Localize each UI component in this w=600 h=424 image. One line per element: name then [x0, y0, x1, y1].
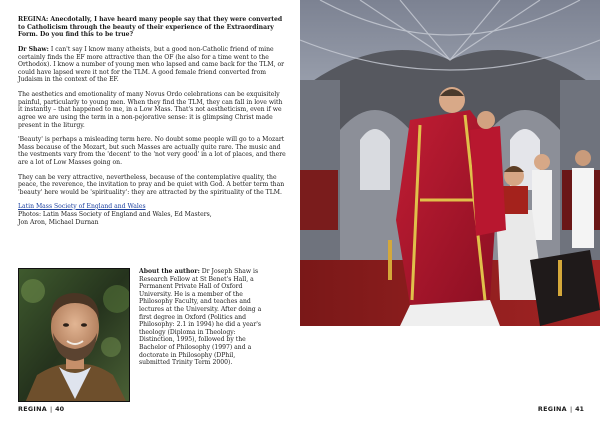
photo-credits [18, 211, 286, 226]
footer-right [538, 405, 584, 413]
author-portrait [18, 268, 130, 402]
footer-brand-right: REGINA [537, 405, 567, 413]
paragraph-2: The aesthetics and emotionality of many Novus Ordo celebrations can be exquisitely painful, particularly to young men. When they find the TLM, they can fall in love with it instantly – that happened to me, in a Low Mass. That's not aestheticism, even if we agree we are using the term in a non-pejorative sense: it is glimpsing Christ made present in the liturgy. [18, 91, 283, 129]
answer-lead: Dr Shaw: [18, 45, 49, 53]
article-body [18, 16, 286, 227]
footer-separator: | [50, 405, 53, 413]
credits-line-2: Jon Aron, Michael Durnan [18, 219, 99, 226]
about-author [139, 268, 264, 367]
footer-separator-right: | [569, 405, 573, 413]
about-lead: About the author: [139, 268, 200, 275]
footer-left [18, 405, 64, 413]
page-number-right: 41 [575, 405, 584, 413]
mass-photo [300, 0, 600, 326]
portrait-image [19, 269, 130, 402]
page-number-left: 40 [55, 405, 65, 413]
answer-paragraph-1 [18, 46, 286, 84]
footer-brand: REGINA [18, 405, 48, 413]
lms-link[interactable]: Latin Mass Society of England and Wales [18, 202, 146, 210]
interview-question: REGINA: Anecdotally, I have heard many people say that they were converted to Catholicism through the beauty of their experience of the Extraordinary Form. Do you find this to be true? [18, 16, 283, 39]
answer-text: I can't say I know many atheists, but a good non-Catholic friend of mine certainly finds the EF more attractive than the OF (he also for a time went to the Orthodox). I know a number of young men who lapsed and came back for the TLM, or could have lapsed were it not for the TLM. A good female friend converted from Judaism in the context of the EF. [18, 45, 285, 84]
mass-photo-image [300, 0, 600, 326]
paragraph-3: 'Beauty' is perhaps a misleading term here. No doubt some people will go to a Mozart Mass because of the Mozart, but such Masses are actually quite rare. The music and the vestments vary from the 'decent' to the 'not very good' in a lot of places, and there are a lot of Low Masses going on. [18, 136, 286, 167]
credits-line-1: Photos: Latin Mass Society of England and Wales, Ed Masters, [18, 211, 212, 219]
paragraph-4: They can be very attractive, nevertheless, because of the contemplative quality, the peace, the reverence, the invitation to pray and be quiet with God. A better term than 'beauty' here would be 'spirituality': they are attracted by the spirituality of the TLM. [18, 173, 285, 197]
about-body: Dr Joseph Shaw is Research Fellow at St Benet's Hall, a Permanent Private Hall of Oxford University. He is a member of the Philosophy Faculty, and teaches and lectures at the University. After doing a first degree in Oxford (Politics and Philosophy: 2.1 in 1994) he did a year's theology (Diploma in Theology: Distinction, 1995), followed by the Bachelor of Philosophy (1997) and a doctorate in Philosophy (DPhil, submitted Trinity Term 2000). [139, 268, 262, 367]
